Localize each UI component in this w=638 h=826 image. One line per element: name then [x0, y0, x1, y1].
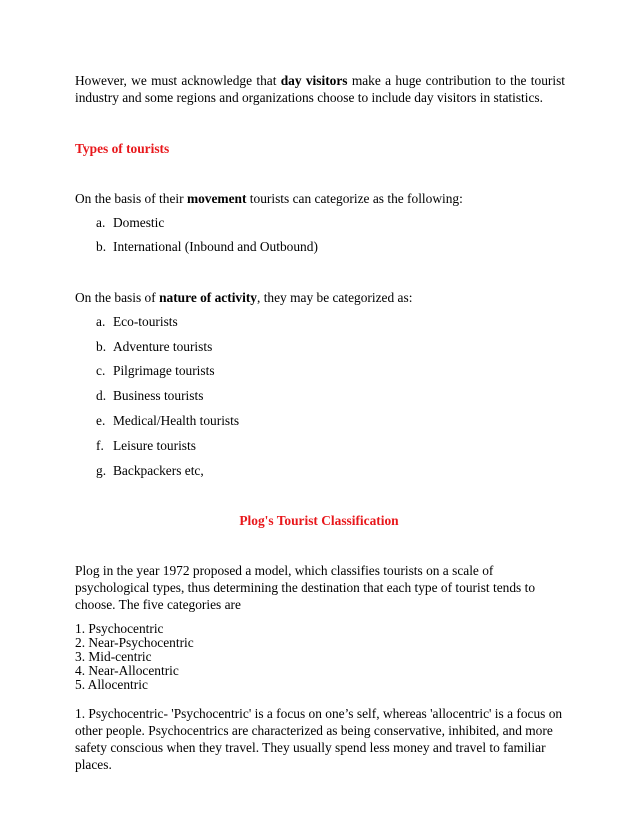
list-marker: c.	[96, 363, 106, 378]
numbered-item: 2. Near-Psychocentric	[75, 635, 194, 650]
movement-bold-term: movement	[186, 191, 247, 206]
list-item	[96, 362, 215, 379]
list-marker: e.	[96, 413, 106, 428]
list-item	[96, 462, 204, 479]
list-item	[96, 338, 212, 355]
movement-text-before: On the basis of their	[75, 191, 187, 206]
list-marker: b.	[96, 339, 107, 354]
activity-bold-term: nature of activity	[159, 290, 257, 305]
numbered-item: 1. Psychocentric	[75, 621, 164, 636]
psychocentric-paragraph: 1. Psychocentric- 'Psychocentric' is a focus on one’s self, whereas 'allocentric' is a focus on other people. Psychocentrics are characterized as being conservative, inhibited, and more safety conscious when they travel. They usually spend less money and travel to familiar places.	[75, 706, 563, 772]
movement-text-after: tourists can categorize as the following:	[246, 191, 463, 206]
list-marker: g.	[96, 463, 107, 478]
activity-text-after: , they may be categorized as:	[257, 290, 413, 305]
list-marker: a.	[96, 215, 106, 230]
list-item-text: Leisure tourists	[113, 438, 196, 453]
numbered-item: 3. Mid-centric	[75, 649, 152, 664]
list-marker: d.	[96, 388, 107, 403]
numbered-item: 4. Near-Allocentric	[75, 663, 179, 678]
list-marker: b.	[96, 239, 107, 254]
intro-bold-term: day visitors	[280, 73, 348, 88]
list-marker: a.	[96, 314, 106, 329]
activity-text-before: On the basis of	[75, 290, 160, 305]
list-item	[96, 412, 239, 429]
list-item-text: Eco-tourists	[113, 314, 178, 329]
intro-text-before: However, we must acknowledge that	[75, 73, 281, 88]
numbered-item: 5. Allocentric	[75, 677, 148, 692]
list-item	[96, 387, 203, 404]
list-item-text: Domestic	[113, 215, 165, 230]
plog-paragraph: Plog in the year 1972 proposed a model, which classifies tourists on a scale of psychological types, thus determining the destination that each type of tourist tends to choose. The five categories are	[75, 563, 536, 612]
list-item-text: Backpackers etc,	[113, 463, 204, 478]
intro-text-after: make a huge contribution to the tourist industry and some regions and organizations choose to include day visitors in statistics.	[75, 73, 566, 105]
section-heading-plog: Plog's Tourist Classification	[239, 513, 399, 528]
list-item-text: Medical/Health tourists	[113, 413, 240, 428]
list-item-text: Adventure tourists	[113, 339, 213, 354]
list-item	[96, 313, 178, 330]
list-item	[96, 437, 196, 454]
list-item	[96, 238, 318, 255]
list-item-text: International (Inbound and Outbound)	[113, 239, 318, 254]
list-item	[96, 214, 164, 231]
activity-paragraph	[75, 289, 565, 306]
list-item-text: Business tourists	[113, 388, 204, 403]
list-marker: f.	[96, 438, 104, 453]
intro-paragraph	[75, 72, 565, 106]
list-item-text: Pilgrimage tourists	[113, 363, 215, 378]
movement-paragraph	[75, 190, 565, 207]
section-heading-types: Types of tourists	[75, 141, 170, 156]
